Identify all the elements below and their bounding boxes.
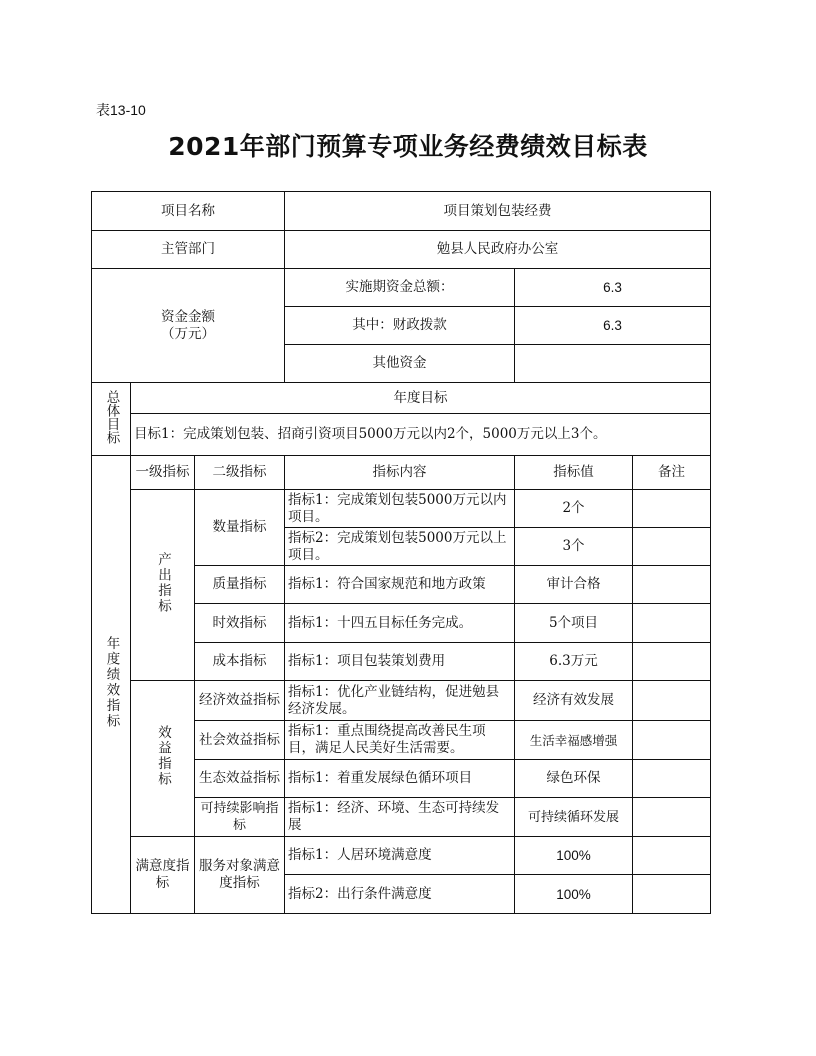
header-note: 备注 xyxy=(633,456,711,490)
funds-total-label: 实施期资金总额： xyxy=(285,269,515,307)
benefit-indicator-label: 效益指标 xyxy=(155,725,171,787)
indicator-note xyxy=(633,837,711,875)
funds-other-label: 其他资金 xyxy=(285,345,515,383)
level2-cell: 时效指标 xyxy=(195,604,285,643)
page-title: 2021年部门预算专项业务经费绩效目标表 xyxy=(168,132,648,161)
indicator-content: 指标1：人居环境满意度 xyxy=(285,837,515,875)
indicator-note xyxy=(633,760,711,798)
dept-label: 主管部门 xyxy=(92,231,285,269)
indicator-note xyxy=(633,721,711,760)
annual-goal-header: 年度目标 xyxy=(131,383,711,414)
level2-cell: 数量指标 xyxy=(195,490,285,566)
header-level1: 一级指标 xyxy=(131,456,195,490)
indicator-note xyxy=(633,798,711,837)
indicator-value: 绿色环保 xyxy=(515,760,633,798)
indicator-value: 经济有效发展 xyxy=(515,681,633,721)
level2-cell: 可持续影响指标 xyxy=(195,798,285,837)
dept-value: 勉县人民政府办公室 xyxy=(285,231,711,269)
annual-goal-text: 目标1：完成策划包装、招商引资项目5000万元以内2个，5000万元以上3个。 xyxy=(131,414,711,456)
output-indicator-label: 产出指标 xyxy=(155,551,171,614)
indicator-value: 100% xyxy=(515,837,633,875)
indicator-note xyxy=(633,490,711,528)
indicator-value: 2个 xyxy=(515,490,633,528)
level2-cell: 服务对象满意度指标 xyxy=(195,837,285,914)
indicator-content: 指标1：项目包装策划费用 xyxy=(285,643,515,681)
indicator-value: 5个项目 xyxy=(515,604,633,643)
indicator-note xyxy=(633,643,711,681)
indicator-content: 指标1：符合国家规范和地方政策 xyxy=(285,566,515,604)
project-name-label: 项目名称 xyxy=(92,192,285,231)
funds-total-value: 6.3 xyxy=(515,269,711,307)
indicator-value: 100% xyxy=(515,875,633,914)
indicator-content: 指标1：重点围绕提高改善民生项目，满足人民美好生活需要。 xyxy=(285,721,515,760)
level2-cell: 社会效益指标 xyxy=(195,721,285,760)
indicator-note xyxy=(633,681,711,721)
document-code: 表13-10 xyxy=(96,102,146,118)
indicator-content: 指标1：经济、环境、生态可持续发展 xyxy=(285,798,515,837)
project-name-value: 项目策划包装经费 xyxy=(285,192,711,231)
indicator-note xyxy=(633,875,711,914)
indicator-content: 指标1：十四五目标任务完成。 xyxy=(285,604,515,643)
indicator-value: 审计合格 xyxy=(515,566,633,604)
indicators-section-label: 年度绩效指标 xyxy=(103,635,120,729)
funds-fiscal-value: 6.3 xyxy=(515,307,711,345)
funds-other-value xyxy=(515,345,711,383)
indicator-content: 指标2：完成策划包装5000万元以上项目。 xyxy=(285,528,515,566)
indicator-content: 指标1：优化产业链结构，促进勉县经济发展。 xyxy=(285,681,515,721)
header-content: 指标内容 xyxy=(285,456,515,490)
indicator-content: 指标1：完成策划包装5000万元以内项目。 xyxy=(285,490,515,528)
indicator-content: 指标1：着重发展绿色循环项目 xyxy=(285,760,515,798)
indicator-note xyxy=(633,566,711,604)
indicator-value: 3个 xyxy=(515,528,633,566)
indicator-note xyxy=(633,604,711,643)
level2-cell: 生态效益指标 xyxy=(195,760,285,798)
indicator-content: 指标2：出行条件满意度 xyxy=(285,875,515,914)
indicator-value: 6.3万元 xyxy=(515,643,633,681)
funds-label: 资金金额 （万元） xyxy=(92,269,285,383)
header-value: 指标值 xyxy=(515,456,633,490)
header-level2: 二级指标 xyxy=(195,456,285,490)
level2-cell: 经济效益指标 xyxy=(195,681,285,721)
funds-fiscal-label: 其中：财政拨款 xyxy=(285,307,515,345)
satisfaction-indicator-label: 满意度指标 xyxy=(131,837,195,914)
indicator-note xyxy=(633,528,711,566)
level2-cell: 成本指标 xyxy=(195,643,285,681)
performance-table xyxy=(91,191,711,914)
indicator-value: 可持续循环发展 xyxy=(515,798,633,837)
overall-goal-label: 总体目标 xyxy=(103,389,120,444)
indicator-value: 生活幸福感增强 xyxy=(515,721,633,760)
level2-cell: 质量指标 xyxy=(195,566,285,604)
